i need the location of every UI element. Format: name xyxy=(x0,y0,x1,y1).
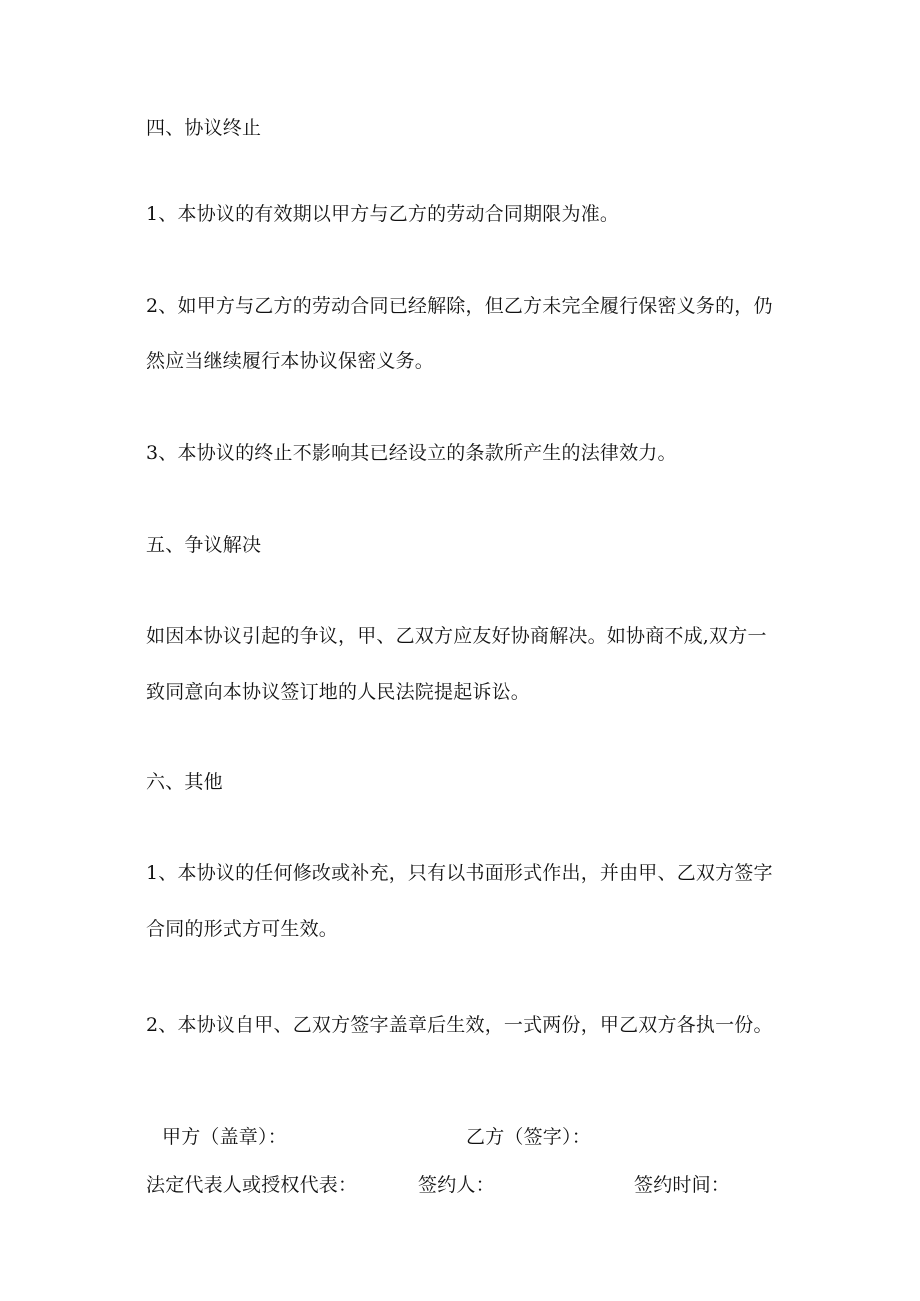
paragraph-termination-2-line-2: 然应当继续履行本协议保密义务。 xyxy=(146,350,435,372)
legal-representative-label: 法定代表人或授权代表： xyxy=(146,1174,358,1196)
party-a-seal-label: 甲方（盖章）： xyxy=(162,1126,287,1148)
paragraph-other-2: 2、本协议自甲、乙双方签字盖章后生效，一式两份，甲乙双方各执一份。 xyxy=(146,1014,773,1036)
section-heading-other: 六、其他 xyxy=(146,771,223,793)
paragraph-termination-2-line-1: 2、如甲方与乙方的劳动合同已经解除，但乙方未完全履行保密义务的，仍 xyxy=(146,295,773,317)
paragraph-termination-1: 1、本协议的有效期以甲方与乙方的劳动合同期限为准。 xyxy=(146,203,620,225)
section-heading-dispute: 五、争议解决 xyxy=(146,534,262,556)
paragraph-dispute-line-2: 致同意向本协议签订地的人民法院提起诉讼。 xyxy=(146,681,531,703)
sign-time-label: 签约时间： xyxy=(634,1174,731,1196)
signer-label: 签约人： xyxy=(418,1174,495,1196)
party-b-signature-label: 乙方（签字）： xyxy=(466,1126,591,1148)
section-heading-termination: 四、协议终止 xyxy=(146,117,262,139)
paragraph-dispute-line-1: 如因本协议引起的争议，甲、乙双方应友好协商解决。如协商不成,双方一 xyxy=(146,625,767,647)
paragraph-other-1-line-1: 1、本协议的任何修改或补充，只有以书面形式作出，并由甲、乙双方签字 xyxy=(146,862,773,884)
paragraph-termination-3: 3、本协议的终止不影响其已经设立的条款所产生的法律效力。 xyxy=(146,442,677,464)
paragraph-other-1-line-2: 合同的形式方可生效。 xyxy=(146,918,339,940)
